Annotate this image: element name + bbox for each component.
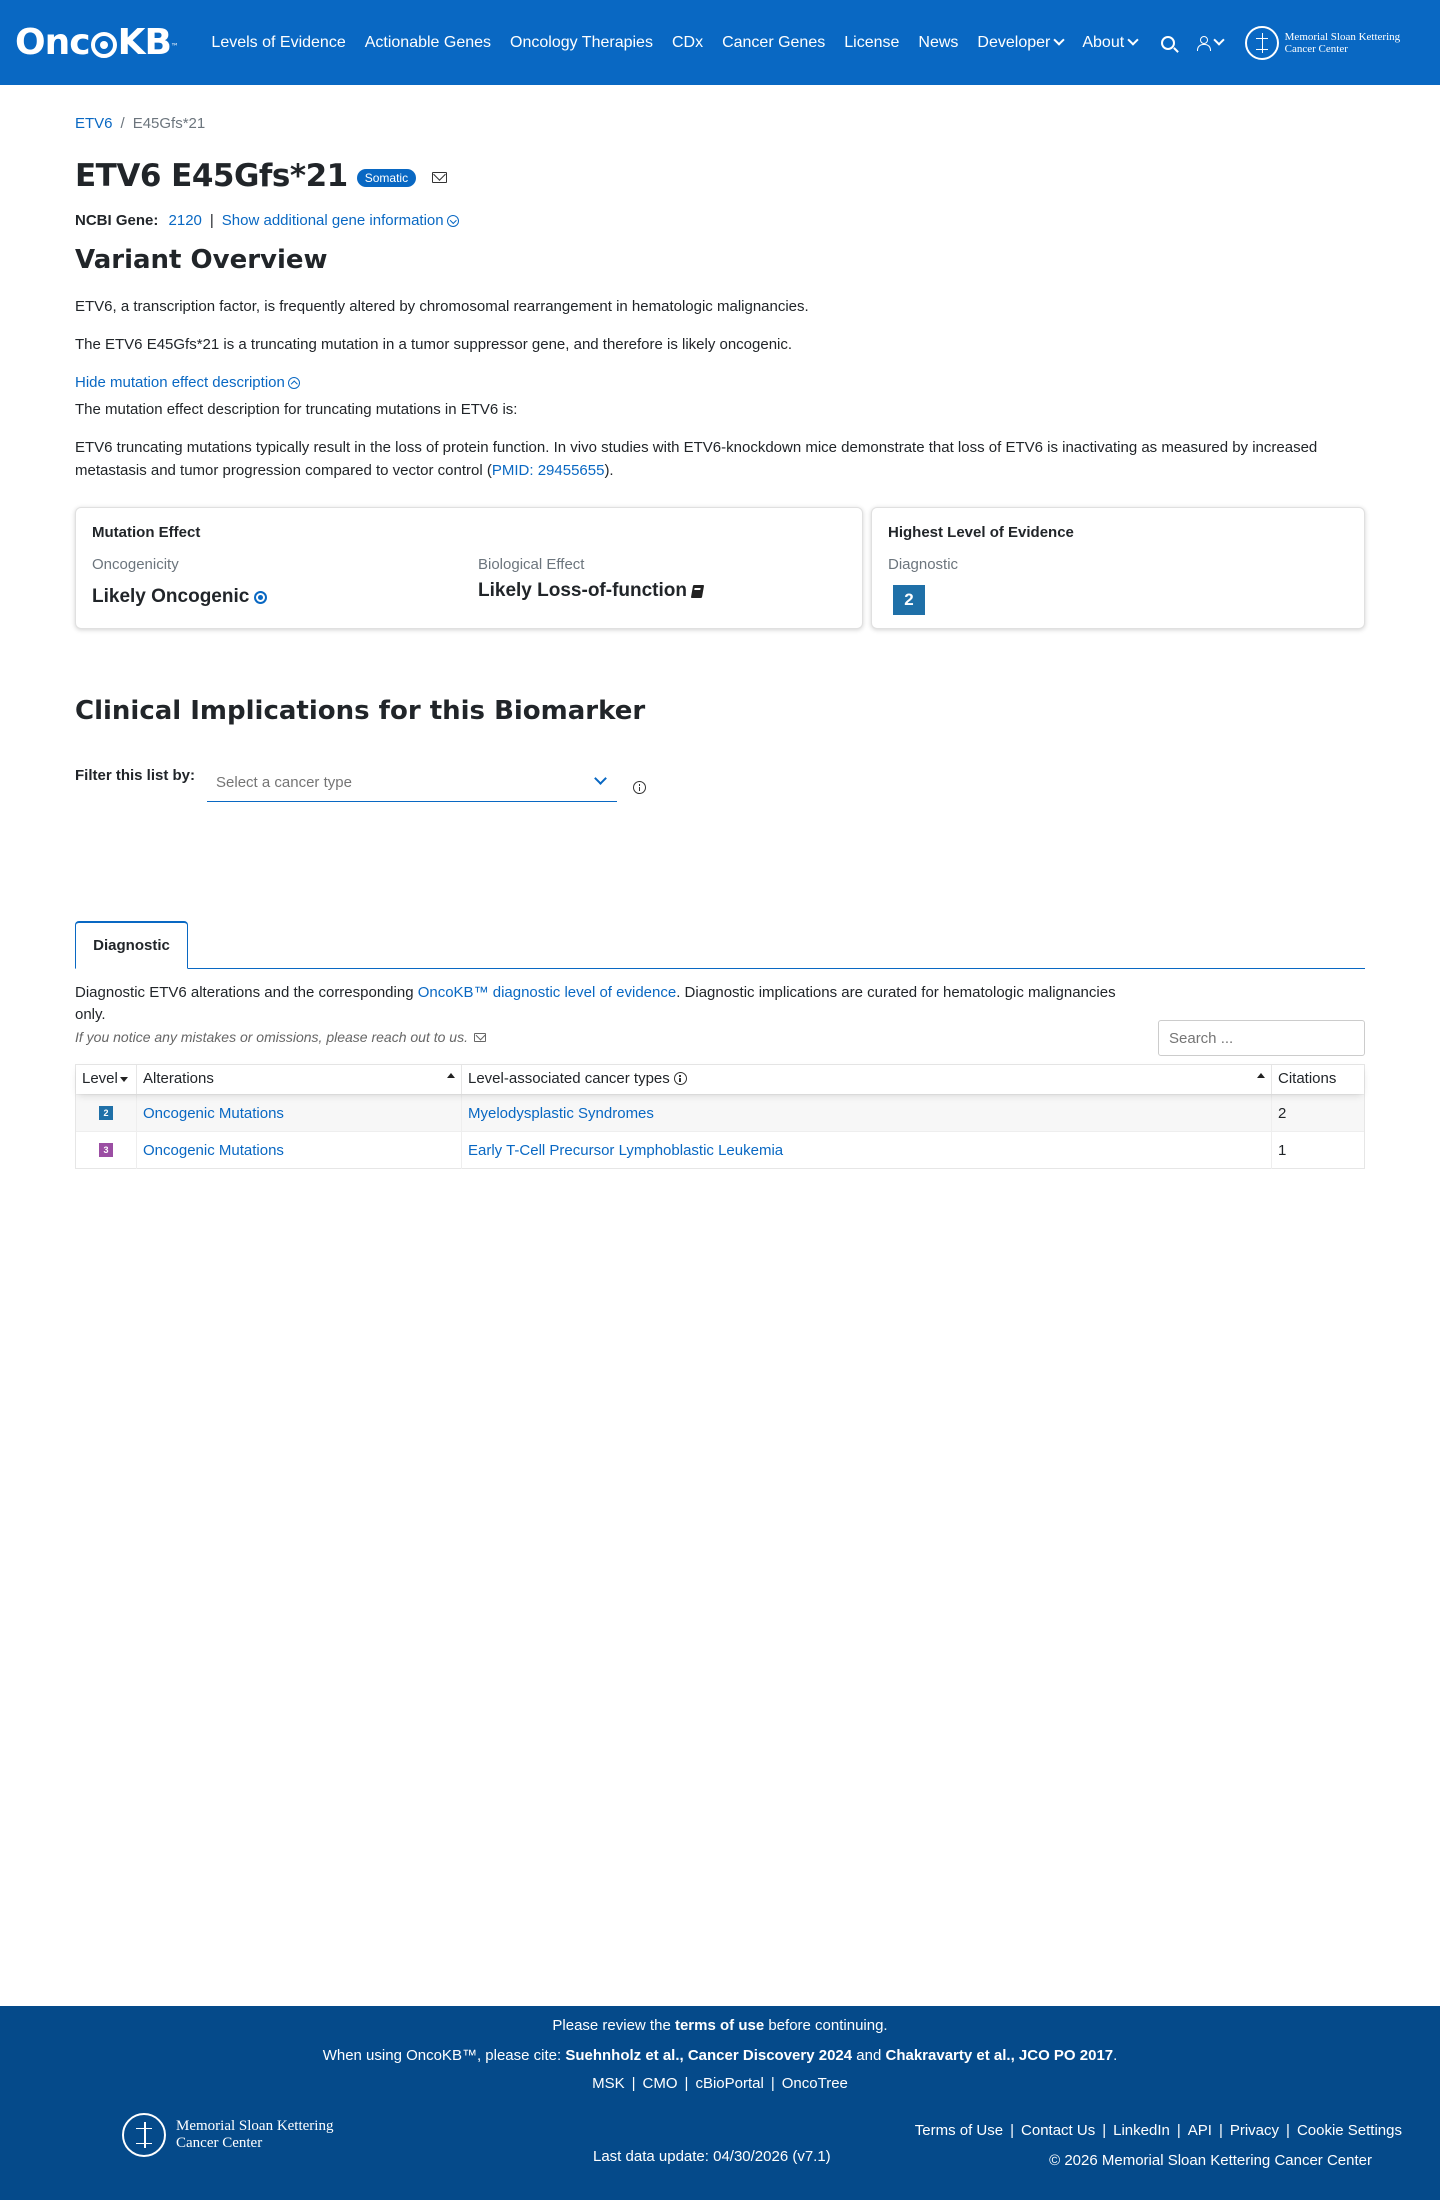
column-header-alterations[interactable]: Alterations xyxy=(137,1065,462,1094)
footer-link-terms[interactable]: Terms of Use xyxy=(914,2122,1004,2139)
logo-text-end: KB xyxy=(117,22,171,63)
terms-notice: Please review the terms of use before continuing. xyxy=(552,2017,888,2034)
nav-developer-dropdown[interactable]: Developer xyxy=(977,34,1063,52)
level-badge[interactable]: 3 xyxy=(99,1143,113,1157)
ncbi-gene-label: NCBI Gene: xyxy=(75,212,159,229)
citations-cell[interactable]: 2 xyxy=(1278,1104,1287,1122)
msk-logo-text: Memorial Sloan Kettering Cancer Center xyxy=(1284,30,1401,55)
cancer-type-placeholder: Select a cancer type xyxy=(216,774,352,791)
circle-chevron-down-icon xyxy=(447,215,459,227)
gene-summary: ETV6, a transcription factor, is frequently altered by chromosomal rearrangement in hematologic malignancies. xyxy=(75,298,809,315)
msk-footer-logo[interactable] xyxy=(122,2113,333,2157)
cancer-type-cell xyxy=(462,1132,1272,1169)
footer-links: Terms of Use | Contact Us | LinkedIn | API | Privacy | Cookie Settings xyxy=(914,2122,1402,2139)
page-title: ETV6 E45Gfs*21 xyxy=(75,158,348,194)
diagnostic-levels-link[interactable]: OncoKB™ diagnostic level of evidence xyxy=(417,984,677,1001)
footer-link-privacy[interactable]: Privacy xyxy=(1229,2122,1280,2139)
filter-row xyxy=(75,762,646,802)
gene-info-row xyxy=(75,212,459,229)
table-header xyxy=(76,1065,1364,1094)
terms-of-use-link[interactable]: terms of use xyxy=(674,2017,765,2034)
sort-desc-icon xyxy=(120,1077,128,1082)
level-2-badge[interactable]: 2 xyxy=(893,585,925,615)
breadcrumb-current: E45Gfs*21 xyxy=(132,115,206,132)
breadcrumb-gene-link[interactable]: ETV6 xyxy=(75,115,113,132)
chevron-down-icon xyxy=(594,772,607,785)
footer xyxy=(0,2006,1440,2200)
nav-menu xyxy=(202,34,1147,52)
tab-diagnostic[interactable]: Diagnostic xyxy=(75,921,188,969)
partner-link-msk[interactable]: MSK xyxy=(592,2075,625,2092)
alteration-link[interactable]: Oncogenic Mutations xyxy=(143,1104,284,1122)
mail-icon[interactable] xyxy=(432,172,447,183)
msk-logo-icon xyxy=(1245,26,1279,60)
chevron-down-icon[interactable] xyxy=(1213,34,1224,45)
book-icon[interactable] xyxy=(691,585,704,598)
chevron-down-icon xyxy=(1054,34,1065,45)
level-cell xyxy=(76,1132,137,1169)
clinical-implications-heading: Clinical Implications for this Biomarker xyxy=(75,696,646,726)
mutation-effect-title: Mutation Effect xyxy=(92,524,201,541)
diagnostic-table xyxy=(75,1064,1365,1169)
level-badge[interactable]: 2 xyxy=(99,1106,113,1120)
title-row xyxy=(75,158,447,194)
msk-header-logo[interactable] xyxy=(1245,26,1400,60)
info-icon[interactable] xyxy=(633,781,646,794)
somatic-badge: Somatic xyxy=(357,169,416,187)
msk-logo-icon xyxy=(122,2113,166,2157)
cancer-type-link[interactable]: Myelodysplastic Syndromes xyxy=(468,1104,654,1122)
highest-level-card xyxy=(871,507,1365,629)
diagnostic-description: Diagnostic ETV6 alterations and the corresponding OncoKB™ diagnostic level of evidence. Diagnostic implications are curated for hematologic malignancies only. xyxy=(75,984,1116,1023)
highest-level-type: Diagnostic xyxy=(888,556,959,573)
nav-news[interactable]: News xyxy=(918,33,959,51)
mutation-effect-intro: The mutation effect description for truncating mutations in ETV6 is: xyxy=(75,401,518,418)
circle-chevron-up-icon xyxy=(288,377,300,389)
top-navbar xyxy=(0,0,1440,85)
oncogenic-icon xyxy=(254,591,267,604)
biological-effect-label: Biological Effect xyxy=(478,556,585,573)
last-data-update: Last data update: 04/30/2026 (v7.1) xyxy=(593,2148,831,2165)
cancer-type-link[interactable]: Early T-Cell Precursor Lymphoblastic Leukemia xyxy=(468,1141,784,1159)
biological-effect-value: Likely Loss-of-function xyxy=(478,580,703,602)
nav-license[interactable]: License xyxy=(844,33,900,51)
table-row[interactable] xyxy=(76,1131,1364,1168)
citation-link-1[interactable]: Suehnholz et al., Cancer Discovery 2024 xyxy=(565,2047,853,2064)
oncogenicity-label: Oncogenicity xyxy=(92,556,179,573)
tab-bar xyxy=(75,921,1365,969)
chevron-down-icon xyxy=(1127,34,1138,45)
partner-link-oncotree[interactable]: OncoTree xyxy=(781,2075,848,2092)
alteration-link[interactable]: Oncogenic Mutations xyxy=(143,1141,284,1159)
oncogenicity-value: Likely Oncogenic xyxy=(92,586,267,608)
msk-logo-text: Memorial Sloan Kettering Cancer Center xyxy=(176,2118,334,2151)
user-icon[interactable] xyxy=(1197,36,1209,50)
hide-effect-toggle-row xyxy=(75,371,1365,394)
nav-actionable-genes[interactable]: Actionable Genes xyxy=(364,33,492,51)
citation-link-2[interactable]: Chakravarty et al., JCO PO 2017 xyxy=(885,2047,1114,2064)
pmid-link[interactable]: PMID: 29455655 xyxy=(491,462,605,479)
breadcrumb-separator: / xyxy=(120,115,125,132)
sort-asc-icon xyxy=(1257,1073,1265,1078)
cancer-type-select[interactable] xyxy=(207,762,617,802)
gene-info-separator: | xyxy=(209,212,214,229)
nav-oncology-therapies[interactable]: Oncology Therapies xyxy=(510,33,653,51)
sort-asc-icon xyxy=(447,1073,455,1078)
nav-cdx[interactable]: CDx xyxy=(671,33,704,51)
copyright: © 2026 Memorial Sloan Kettering Cancer Center xyxy=(1049,2152,1372,2169)
column-header-level[interactable]: Level xyxy=(76,1065,137,1094)
nav-icons xyxy=(1161,36,1245,50)
highest-level-title: Highest Level of Evidence xyxy=(888,524,1074,541)
table-row[interactable] xyxy=(76,1094,1364,1131)
alteration-cell xyxy=(137,1095,462,1132)
breadcrumb xyxy=(75,115,205,132)
partner-link-cbioportal[interactable]: cBioPortal xyxy=(695,2075,764,2092)
nav-about-dropdown[interactable]: About xyxy=(1082,34,1137,52)
level-cell xyxy=(76,1095,137,1132)
mail-icon[interactable] xyxy=(474,1033,486,1042)
column-header-citations[interactable]: Citations xyxy=(1278,1070,1337,1087)
footer-link-linkedin[interactable]: LinkedIn xyxy=(1113,2122,1170,2139)
footer-link-contact[interactable]: Contact Us xyxy=(1021,2122,1096,2139)
citation-notice: When using OncoKB™, please cite: Suehnholz et al., Cancer Discovery 2024 and Chakravarty et al., JCO PO 2017. xyxy=(322,2047,1118,2064)
nav-cancer-genes[interactable]: Cancer Genes xyxy=(722,33,826,51)
column-header-cancer-types[interactable]: Level-associated cancer types xyxy=(462,1065,1272,1094)
info-icon[interactable] xyxy=(674,1072,687,1085)
variant-overview-heading: Variant Overview xyxy=(75,245,328,275)
partner-link-cmo[interactable]: CMO xyxy=(642,2075,678,2092)
search-icon[interactable] xyxy=(1161,36,1175,50)
filter-label: Filter this list by: xyxy=(75,767,196,784)
alteration-cell xyxy=(137,1132,462,1169)
variant-summary: The ETV6 E45Gfs*21 is a truncating mutation in a tumor suppressor gene, and therefore is likely oncogenic. xyxy=(75,336,793,353)
mutation-effect-card xyxy=(75,507,863,629)
logo-o-icon xyxy=(91,32,117,58)
nav-levels-of-evidence[interactable]: Levels of Evidence xyxy=(211,33,346,51)
feedback-notice: If you notice any mistakes or omissions, please reach out to us. xyxy=(75,1029,486,1045)
citations-cell[interactable]: 1 xyxy=(1278,1141,1287,1159)
mutation-effect-description: ETV6 truncating mutations typically result in the loss of protein function. In vivo studies with ETV6-knockdown mice demonstrate that loss of ETV6 is inactivating as measured by increased metastasis and tumor progression compared to vector control (PMID: 29455655). xyxy=(75,439,1318,479)
logo-tm: ™ xyxy=(170,42,178,51)
hide-mutation-effect-toggle[interactable]: Hide mutation effect description xyxy=(75,374,300,391)
show-gene-info-toggle[interactable]: Show additional gene information xyxy=(222,212,459,229)
ncbi-gene-link[interactable]: 2120 xyxy=(168,212,202,229)
table-search-input[interactable] xyxy=(1158,1020,1365,1056)
footer-link-api[interactable]: API xyxy=(1187,2122,1212,2139)
footer-link-cookie-settings[interactable]: Cookie Settings xyxy=(1296,2122,1402,2139)
cancer-type-cell xyxy=(462,1095,1272,1132)
oncokb-logo[interactable] xyxy=(15,22,178,63)
logo-text-start: Onc xyxy=(15,22,90,63)
partner-links: MSK | CMO | cBioPortal | OncoTree xyxy=(592,2075,848,2092)
